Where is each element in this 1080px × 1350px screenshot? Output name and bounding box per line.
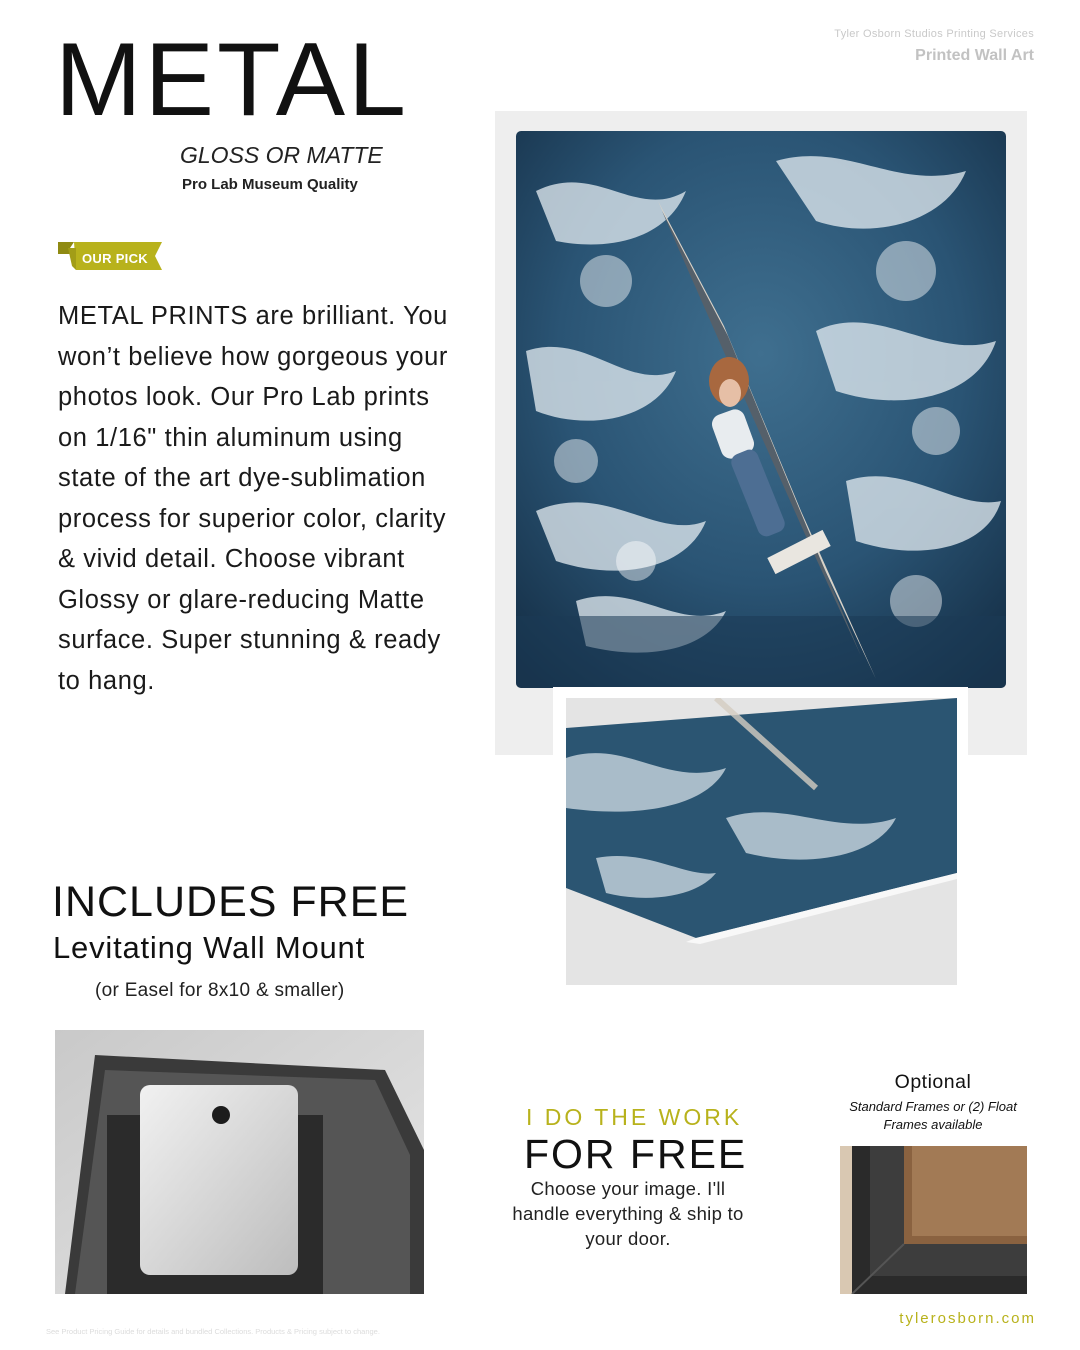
frames-note: Standard Frames or (2) Float Frames available <box>849 1099 1017 1132</box>
frame-corner-photo <box>840 1146 1027 1294</box>
canoe-ocean-photo <box>516 131 1006 688</box>
website-link[interactable]: tylerosborn.com <box>899 1310 1036 1327</box>
metal-edge-detail-photo <box>566 698 957 985</box>
includes-easel-note: (or Easel for 8x10 & smaller) <box>95 980 345 1001</box>
includes-heading: INCLUDES FREE <box>52 878 410 926</box>
work-description: Choose your image. I'll handle everything & ship to your door. <box>512 1178 744 1249</box>
our-pick-badge: OUR PICK <box>82 251 148 266</box>
includes-mount: Levitating Wall Mount <box>53 930 366 965</box>
work-free: FOR FREE <box>524 1131 748 1177</box>
page-title: METAL <box>55 22 410 138</box>
optional-heading: Optional <box>894 1071 972 1093</box>
work-heading: I DO THE WORK <box>526 1104 743 1130</box>
product-description: METAL PRINTS are brilliant. You won’t believe how gorgeous your photos look. Our Pro Lab prints on 1/16" thin aluminum using state of the art dye-sublimation process for superior color, clarity & vivid detail. Choose vibrant Glossy or glare-reducing Matte surface. Super stunning & ready to hang. <box>58 302 448 695</box>
section-name: Printed Wall Art <box>915 47 1034 64</box>
tagline: Pro Lab Museum Quality <box>182 176 358 193</box>
studio-name: Tyler Osborn Studios Printing Services <box>834 28 1034 40</box>
disclaimer: See Product Pricing Guide for details and bundled Collections. Products & Pricing subject to change. <box>46 1327 380 1336</box>
page-subtitle: GLOSS OR MATTE <box>180 142 383 168</box>
wall-mount-photo <box>55 1030 424 1294</box>
